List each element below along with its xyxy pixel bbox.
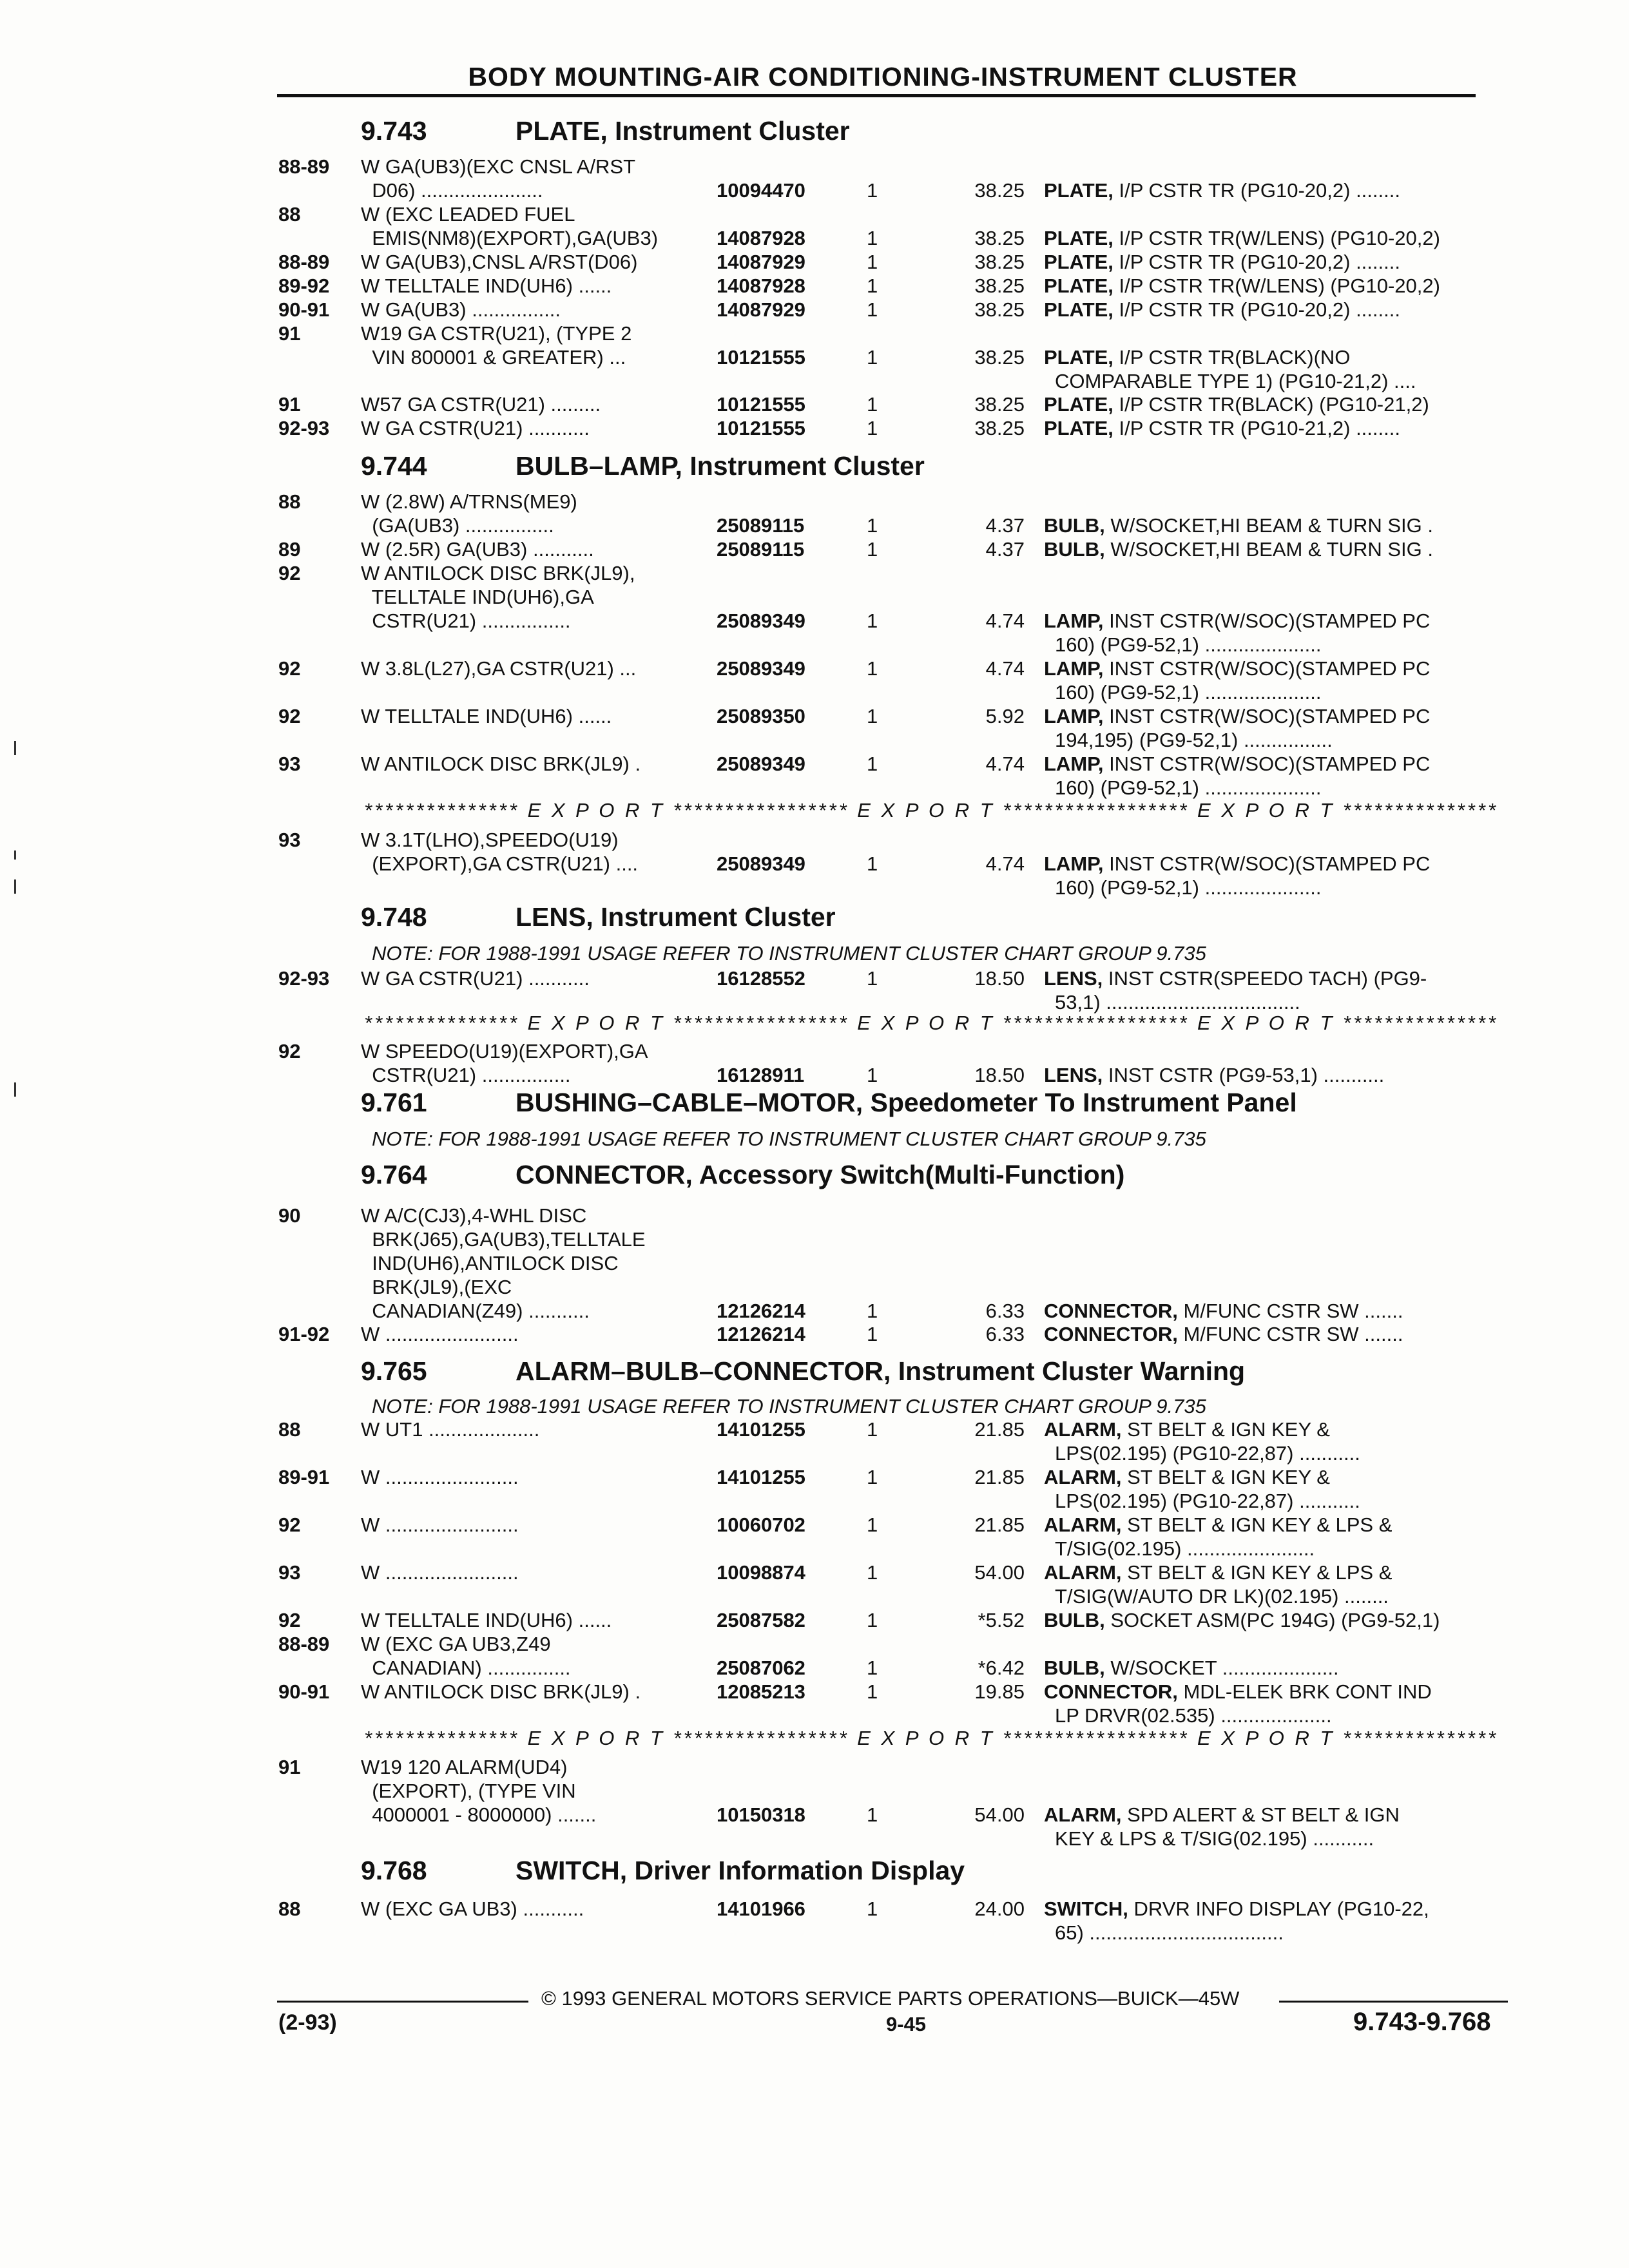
part-description [1044, 1897, 1429, 1921]
usage-description: (EXPORT), (TYPE VIN [361, 1780, 576, 1802]
part-name: CONNECTOR, [1044, 1300, 1178, 1322]
quantity: 1 [867, 967, 878, 990]
price: 21.85 [974, 1466, 1025, 1488]
usage-description: W ........................ [361, 1323, 519, 1345]
usage-description: (EXPORT),GA CSTR(U21) .... [361, 852, 639, 875]
part-detail: M/FUNC CSTR SW ....... [1177, 1323, 1403, 1345]
model-year: 88 [278, 490, 301, 513]
model-year: 92 [278, 705, 301, 727]
part-name: PLATE, [1044, 179, 1113, 202]
part-description [1044, 345, 1350, 369]
usage-description: W (EXC LEADED FUEL [361, 203, 575, 226]
usage-description: (GA(UB3) ................ [361, 514, 554, 537]
part-name: PLATE, [1044, 274, 1113, 297]
quantity: 1 [867, 657, 878, 680]
usage-description: BRK(J65),GA(UB3),TELLTALE [361, 1228, 646, 1251]
price: 38.25 [974, 393, 1025, 416]
part-number: 16128552 [717, 967, 805, 990]
usage-description: W GA(UB3),CNSL A/RST(D06) [361, 251, 638, 273]
part-name: BULB, [1044, 538, 1105, 561]
price: 6.33 [985, 1300, 1025, 1322]
quantity: 1 [867, 393, 878, 416]
usage-description: CANADIAN(Z49) ........... [361, 1300, 590, 1322]
quantity: 1 [867, 1064, 878, 1086]
part-name: BULB, [1044, 1609, 1105, 1631]
part-description-cont: LP DRVR(02.535) .................... [1055, 1704, 1332, 1727]
part-name: LAMP, [1044, 657, 1104, 680]
quantity: 1 [867, 538, 878, 561]
usage-description: D06) ...................... [361, 179, 543, 202]
section-note: NOTE: FOR 1988-1991 USAGE REFER TO INSTRUMENT CLUSTER CHART GROUP 9.735 [372, 1395, 1206, 1418]
usage-description: W ........................ [361, 1466, 519, 1488]
usage-description: W ........................ [361, 1514, 519, 1536]
part-number: 12126214 [717, 1323, 805, 1345]
price: 18.50 [974, 967, 1025, 990]
model-year: 92-93 [278, 967, 330, 990]
part-detail: INST CSTR(W/SOC)(STAMPED PC [1103, 657, 1431, 680]
part-description [1044, 1299, 1403, 1323]
part-description [1044, 226, 1440, 250]
part-number: 25089350 [717, 705, 805, 727]
part-number: 12126214 [717, 1300, 805, 1322]
footer-date: (2-93) [278, 2010, 337, 2035]
part-description [1044, 1656, 1339, 1680]
usage-description: W TELLTALE IND(UH6) ...... [361, 274, 612, 297]
section-heading [361, 116, 850, 146]
part-number: 10121555 [717, 393, 805, 416]
model-year: 92 [278, 1514, 301, 1536]
part-number: 25089349 [717, 657, 805, 680]
part-name: LENS, [1044, 1064, 1103, 1086]
section-title: PLATE, Instrument Cluster [516, 116, 850, 146]
part-detail: INST CSTR(SPEEDO TACH) (PG9- [1103, 967, 1427, 990]
usage-description: W ANTILOCK DISC BRK(JL9) . [361, 1680, 641, 1703]
quantity: 1 [867, 1323, 878, 1345]
part-description [1044, 1608, 1440, 1632]
price: 38.25 [974, 227, 1025, 249]
part-detail: INST CSTR(W/SOC)(STAMPED PC [1103, 753, 1431, 775]
usage-description: BRK(JL9),(EXC [361, 1276, 512, 1298]
part-description [1044, 1803, 1400, 1827]
margin-mark [14, 850, 16, 860]
part-number: 10094470 [717, 179, 805, 202]
part-description [1044, 1465, 1330, 1489]
part-description [1044, 609, 1430, 633]
part-description [1044, 274, 1440, 298]
part-name: CONNECTOR, [1044, 1680, 1178, 1703]
part-description [1044, 514, 1433, 537]
part-number: 10121555 [717, 417, 805, 439]
quantity: 1 [867, 1514, 878, 1536]
part-description [1044, 537, 1433, 561]
part-description [1044, 1322, 1403, 1346]
part-number: 25089115 [717, 514, 805, 537]
part-description [1044, 1418, 1330, 1441]
usage-description: W ANTILOCK DISC BRK(JL9), [361, 562, 635, 584]
price: 6.33 [985, 1323, 1025, 1345]
footer-copyright: © 1993 GENERAL MOTORS SERVICE PARTS OPERATIONS—BUICK—45W [541, 1987, 1240, 2010]
quantity: 1 [867, 274, 878, 297]
price: 19.85 [974, 1680, 1025, 1703]
usage-description: W UT1 .................... [361, 1418, 540, 1441]
price: 21.85 [974, 1514, 1025, 1536]
model-year: 93 [278, 753, 301, 775]
quantity: 1 [867, 179, 878, 202]
margin-mark [14, 741, 16, 755]
part-number: 14087929 [717, 298, 805, 321]
price: 38.25 [974, 346, 1025, 369]
model-year: 88 [278, 1898, 301, 1920]
part-detail: I/P CSTR TR (PG10-20,2) ........ [1113, 298, 1400, 321]
section-number: 9.764 [361, 1160, 427, 1189]
usage-description: W TELLTALE IND(UH6) ...... [361, 1609, 612, 1631]
part-detail: W/SOCKET,HI BEAM & TURN SIG . [1104, 514, 1433, 537]
part-number: 25087582 [717, 1609, 805, 1631]
part-name: PLATE, [1044, 346, 1113, 369]
usage-description: W (2.8W) A/TRNS(ME9) [361, 490, 577, 513]
model-year: 92 [278, 657, 301, 680]
part-description-cont: 160) (PG9-52,1) ..................... [1055, 633, 1322, 656]
usage-description: CSTR(U21) ................ [361, 1064, 571, 1086]
quantity: 1 [867, 1466, 878, 1488]
price: *5.52 [978, 1609, 1025, 1631]
part-number: 25087062 [717, 1657, 805, 1679]
model-year: 89-92 [278, 274, 330, 297]
part-name: BULB, [1044, 514, 1105, 537]
part-description [1044, 704, 1430, 728]
part-description-cont: LPS(02.195) (PG10-22,87) ........... [1055, 1442, 1360, 1465]
usage-description: W GA CSTR(U21) ........... [361, 417, 590, 439]
part-detail: M/FUNC CSTR SW ....... [1177, 1300, 1403, 1322]
model-year: 90-91 [278, 298, 330, 321]
part-detail: ST BELT & IGN KEY & LPS & [1121, 1514, 1393, 1536]
part-number: 25089349 [717, 753, 805, 775]
part-description [1044, 1561, 1392, 1584]
part-detail: ST BELT & IGN KEY & [1121, 1466, 1330, 1488]
quantity: 1 [867, 514, 878, 537]
export-separator: *************** E X P O R T ***************** E X P O R T ****************** E X P O R T *************** [364, 799, 1498, 822]
margin-mark [14, 879, 16, 894]
usage-description: CSTR(U21) ................ [361, 610, 571, 632]
part-detail: INST CSTR(W/SOC)(STAMPED PC [1103, 610, 1431, 632]
part-number: 14101255 [717, 1418, 805, 1441]
section-heading [361, 902, 836, 932]
section-title: BUSHING–CABLE–MOTOR, Speedometer To Instrument Panel [516, 1088, 1297, 1117]
part-name: LAMP, [1044, 753, 1104, 775]
price: 21.85 [974, 1418, 1025, 1441]
footer-rule-right [1279, 2001, 1508, 2003]
price: *6.42 [978, 1657, 1025, 1679]
part-description-cont: 160) (PG9-52,1) ..................... [1055, 876, 1322, 899]
part-number: 14087929 [717, 251, 805, 273]
part-detail: ST BELT & IGN KEY & LPS & [1121, 1561, 1393, 1584]
price: 54.00 [974, 1803, 1025, 1826]
model-year: 92 [278, 562, 301, 584]
usage-description: 4000001 - 8000000) ....... [361, 1803, 597, 1826]
part-description [1044, 1513, 1392, 1537]
section-heading [361, 1088, 1297, 1118]
price: 4.37 [985, 514, 1025, 537]
quantity: 1 [867, 251, 878, 273]
usage-description: W GA(UB3)(EXC CNSL A/RST [361, 155, 636, 178]
price: 18.50 [974, 1064, 1025, 1086]
part-detail: W/SOCKET ..................... [1104, 1657, 1339, 1679]
usage-description: W57 GA CSTR(U21) ......... [361, 393, 601, 416]
part-number: 10150318 [717, 1803, 805, 1826]
usage-description: W SPEEDO(U19)(EXPORT),GA [361, 1040, 648, 1062]
model-year: 91-92 [278, 1323, 330, 1345]
part-detail: I/P CSTR TR (PG10-21,2) ........ [1113, 417, 1400, 439]
part-detail: I/P CSTR TR(BLACK)(NO [1113, 346, 1351, 369]
footer-rule-left [277, 2001, 528, 2003]
part-name: PLATE, [1044, 393, 1113, 416]
footer-page-number: 9-45 [886, 2013, 927, 2035]
section-title: ALARM–BULB–CONNECTOR, Instrument Cluster Warning [516, 1356, 1246, 1386]
part-number: 14101255 [717, 1466, 805, 1488]
quantity: 1 [867, 753, 878, 775]
part-name: LAMP, [1044, 610, 1104, 632]
footer-range: 9.743-9.768 [1353, 2008, 1491, 2036]
part-name: BULB, [1044, 1657, 1105, 1679]
part-description-cont: T/SIG(02.195) ....................... [1055, 1537, 1315, 1560]
quantity: 1 [867, 417, 878, 439]
quantity: 1 [867, 1418, 878, 1441]
margin-mark [14, 1082, 16, 1097]
price: 5.92 [985, 705, 1025, 727]
part-detail: I/P CSTR TR(W/LENS) (PG10-20,2) [1113, 274, 1440, 297]
part-detail: INST CSTR (PG9-53,1) ........... [1103, 1064, 1385, 1086]
usage-description: W A/C(CJ3),4-WHL DISC [361, 1204, 587, 1227]
model-year: 88-89 [278, 251, 330, 273]
price: 38.25 [974, 274, 1025, 297]
price: 38.25 [974, 251, 1025, 273]
model-year: 91 [278, 1756, 301, 1778]
section-number: 9.761 [361, 1088, 427, 1117]
section-note: NOTE: FOR 1988-1991 USAGE REFER TO INSTRUMENT CLUSTER CHART GROUP 9.735 [372, 1128, 1206, 1150]
quantity: 1 [867, 1300, 878, 1322]
model-year: 88 [278, 203, 301, 226]
quantity: 1 [867, 610, 878, 632]
part-description-cont: 65) ................................... [1055, 1921, 1284, 1944]
usage-description: W ........................ [361, 1561, 519, 1584]
section-title: CONNECTOR, Accessory Switch(Multi-Function) [516, 1160, 1125, 1189]
part-number: 14087928 [717, 227, 805, 249]
part-number: 10121555 [717, 346, 805, 369]
part-name: PLATE, [1044, 227, 1113, 249]
part-name: LAMP, [1044, 705, 1104, 727]
model-year: 88-89 [278, 155, 330, 178]
part-detail: I/P CSTR TR(W/LENS) (PG10-20,2) [1113, 227, 1440, 249]
part-number: 16128911 [717, 1064, 805, 1086]
price: 38.25 [974, 417, 1025, 439]
section-number: 9.765 [361, 1356, 427, 1386]
model-year: 89 [278, 538, 301, 561]
usage-description: W ANTILOCK DISC BRK(JL9) . [361, 753, 641, 775]
part-detail: SPD ALERT & ST BELT & IGN [1121, 1803, 1400, 1826]
price: 38.25 [974, 298, 1025, 321]
model-year: 89-91 [278, 1466, 330, 1488]
usage-description: W GA(UB3) ................ [361, 298, 561, 321]
section-number: 9.768 [361, 1856, 427, 1885]
model-year: 88-89 [278, 1633, 330, 1655]
model-year: 93 [278, 829, 301, 851]
usage-description: W (EXC GA UB3) ........... [361, 1898, 584, 1920]
usage-description: W GA CSTR(U21) ........... [361, 967, 590, 990]
part-name: PLATE, [1044, 417, 1113, 439]
price: 24.00 [974, 1898, 1025, 1920]
part-description [1044, 416, 1400, 440]
part-detail: DRVR INFO DISPLAY (PG10-22, [1128, 1898, 1429, 1920]
part-detail: W/SOCKET,HI BEAM & TURN SIG . [1104, 538, 1433, 561]
part-name: ALARM, [1044, 1514, 1122, 1536]
usage-description: W19 120 ALARM(UD4) [361, 1756, 568, 1778]
part-detail: I/P CSTR TR(BLACK) (PG10-21,2) [1113, 393, 1429, 416]
quantity: 1 [867, 705, 878, 727]
usage-description: W19 GA CSTR(U21), (TYPE 2 [361, 322, 632, 345]
part-name: LENS, [1044, 967, 1103, 990]
usage-description: IND(UH6),ANTILOCK DISC [361, 1252, 619, 1274]
section-number: 9.743 [361, 116, 427, 146]
part-name: PLATE, [1044, 251, 1113, 273]
part-name: SWITCH, [1044, 1898, 1128, 1920]
part-name: ALARM, [1044, 1466, 1122, 1488]
quantity: 1 [867, 1680, 878, 1703]
quantity: 1 [867, 298, 878, 321]
part-description-cont: LPS(02.195) (PG10-22,87) ........... [1055, 1490, 1360, 1512]
price: 4.37 [985, 538, 1025, 561]
part-name: ALARM, [1044, 1418, 1122, 1441]
part-description-cont: 160) (PG9-52,1) ..................... [1055, 681, 1322, 704]
part-description [1044, 1063, 1384, 1087]
price: 54.00 [974, 1561, 1025, 1584]
model-year: 88 [278, 1418, 301, 1441]
quantity: 1 [867, 1898, 878, 1920]
price: 38.25 [974, 179, 1025, 202]
quantity: 1 [867, 1803, 878, 1826]
part-detail: ST BELT & IGN KEY & [1121, 1418, 1330, 1441]
quantity: 1 [867, 852, 878, 875]
usage-description: TELLTALE IND(UH6),GA [361, 586, 594, 608]
export-separator: *************** E X P O R T ***************** E X P O R T ****************** E X P O R T *************** [364, 1012, 1498, 1034]
section-title: LENS, Instrument Cluster [516, 902, 836, 932]
part-description [1044, 298, 1400, 322]
part-number: 25089115 [717, 538, 805, 561]
section-heading [361, 451, 925, 481]
model-year: 90-91 [278, 1680, 330, 1703]
price: 4.74 [985, 657, 1025, 680]
part-detail: SOCKET ASM(PC 194G) (PG9-52,1) [1104, 1609, 1440, 1631]
price: 4.74 [985, 610, 1025, 632]
section-heading [361, 1356, 1245, 1387]
part-name: PLATE, [1044, 298, 1113, 321]
usage-description: CANADIAN) ............... [361, 1657, 571, 1679]
section-note: NOTE: FOR 1988-1991 USAGE REFER TO INSTRUMENT CLUSTER CHART GROUP 9.735 [372, 942, 1206, 965]
part-description [1044, 178, 1400, 202]
quantity: 1 [867, 227, 878, 249]
part-description-cont: 194,195) (PG9-52,1) ................ [1055, 729, 1333, 751]
quantity: 1 [867, 1609, 878, 1631]
quantity: 1 [867, 346, 878, 369]
usage-description: W (2.5R) GA(UB3) ........... [361, 538, 594, 561]
model-year: 92 [278, 1609, 301, 1631]
usage-description: EMIS(NM8)(EXPORT),GA(UB3) [361, 227, 659, 249]
part-number: 25089349 [717, 610, 805, 632]
part-detail: INST CSTR(W/SOC)(STAMPED PC [1103, 852, 1431, 875]
usage-description: W TELLTALE IND(UH6) ...... [361, 705, 612, 727]
part-number: 10098874 [717, 1561, 805, 1584]
price: 4.74 [985, 753, 1025, 775]
part-detail: I/P CSTR TR (PG10-20,2) ........ [1113, 179, 1400, 202]
model-year: 92-93 [278, 417, 330, 439]
part-detail: I/P CSTR TR (PG10-20,2) ........ [1113, 251, 1400, 273]
section-heading [361, 1856, 965, 1886]
part-description [1044, 392, 1429, 416]
part-description-cont: T/SIG(W/AUTO DR LK)(02.195) ........ [1055, 1585, 1389, 1608]
usage-description: W (EXC GA UB3,Z49 [361, 1633, 551, 1655]
price: 4.74 [985, 852, 1025, 875]
part-name: ALARM, [1044, 1803, 1122, 1826]
part-description-cont: KEY & LPS & T/SIG(02.195) ........... [1055, 1827, 1374, 1850]
part-description [1044, 852, 1430, 876]
part-detail: MDL-ELEK BRK CONT IND [1177, 1680, 1432, 1703]
section-title: SWITCH, Driver Information Display [516, 1856, 965, 1885]
usage-description: VIN 800001 & GREATER) ... [361, 346, 626, 369]
usage-description: W 3.1T(LHO),SPEEDO(U19) [361, 829, 619, 851]
section-heading [361, 1160, 1124, 1190]
part-description [1044, 752, 1430, 776]
model-year: 93 [278, 1561, 301, 1584]
usage-description: W 3.8L(L27),GA CSTR(U21) ... [361, 657, 637, 680]
part-description [1044, 1680, 1432, 1704]
page-title: BODY MOUNTING-AIR CONDITIONING-INSTRUMENT CLUSTER [468, 62, 1298, 91]
model-year: 91 [278, 393, 301, 416]
header-rule [277, 94, 1476, 97]
part-description-cont: 53,1) ................................... [1055, 991, 1300, 1014]
model-year: 92 [278, 1040, 301, 1062]
section-title: BULB–LAMP, Instrument Cluster [516, 451, 925, 481]
model-year: 91 [278, 322, 301, 345]
part-name: ALARM, [1044, 1561, 1122, 1584]
part-number: 25089349 [717, 852, 805, 875]
part-detail: INST CSTR(W/SOC)(STAMPED PC [1103, 705, 1431, 727]
part-description [1044, 966, 1427, 990]
part-description-cont: COMPARABLE TYPE 1) (PG10-21,2) .... [1055, 370, 1416, 392]
part-name: CONNECTOR, [1044, 1323, 1178, 1345]
part-name: LAMP, [1044, 852, 1104, 875]
part-number: 12085213 [717, 1680, 805, 1703]
part-number: 10060702 [717, 1514, 805, 1536]
model-year: 90 [278, 1204, 301, 1227]
quantity: 1 [867, 1561, 878, 1584]
section-number: 9.748 [361, 902, 427, 932]
part-number: 14087928 [717, 274, 805, 297]
part-description-cont: 160) (PG9-52,1) ..................... [1055, 776, 1322, 799]
quantity: 1 [867, 1657, 878, 1679]
part-description [1044, 250, 1400, 274]
part-number: 14101966 [717, 1898, 805, 1920]
section-number: 9.744 [361, 451, 427, 481]
export-separator: *************** E X P O R T ***************** E X P O R T ****************** E X P O R T *************** [364, 1727, 1498, 1749]
part-description [1044, 657, 1430, 680]
